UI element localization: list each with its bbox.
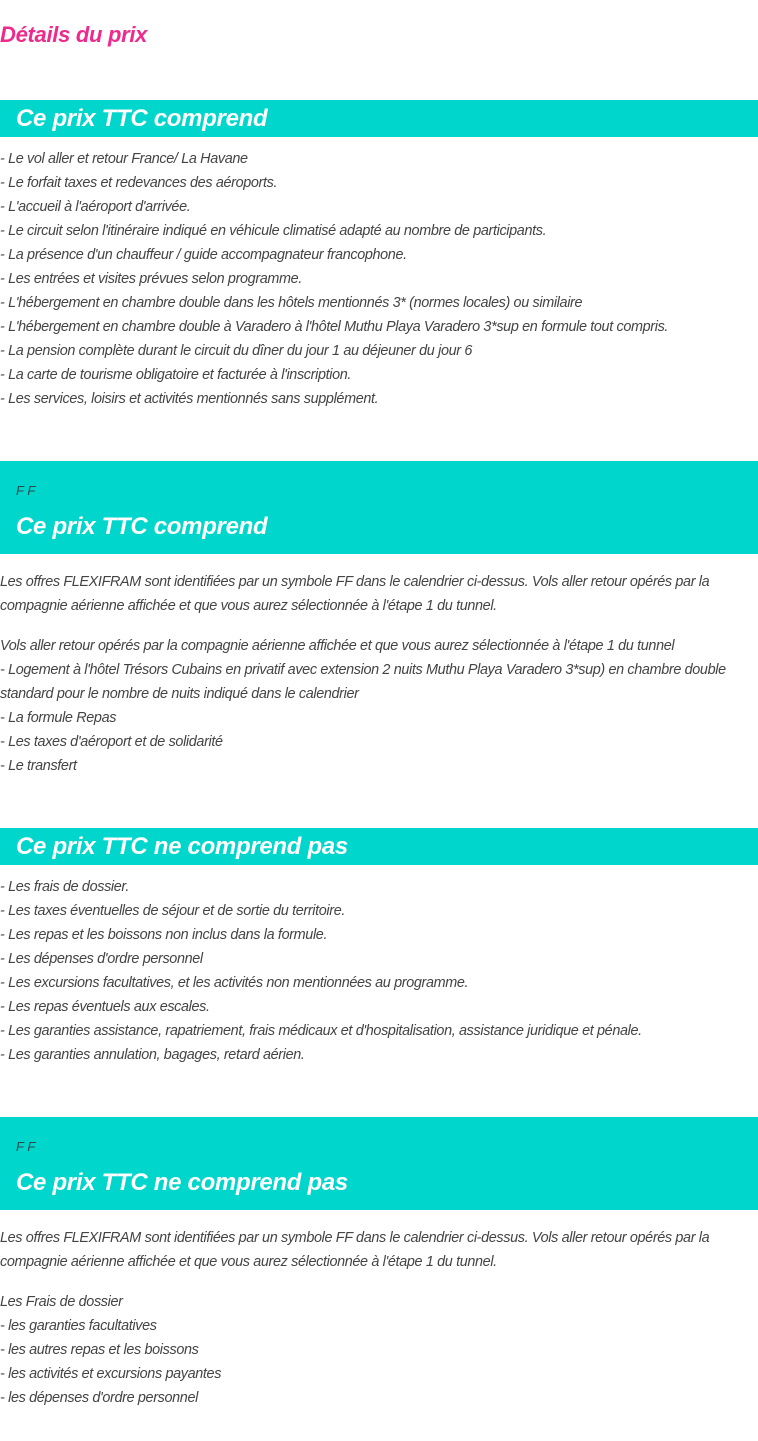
list-item: - Les repas et les boissons non inclus dans la formule. (0, 927, 328, 943)
list-item: - L'hébergement en chambre double dans les hôtels mentionnés 3* (normes locales) ou similaire (0, 295, 583, 311)
section-title: Ce prix TTC ne comprend pas (16, 1169, 348, 1196)
list-item: - les activités et excursions payantes (0, 1366, 222, 1382)
section-header-included-flexifram (0, 461, 758, 554)
list-item: - Les garanties assistance, rapatriement, frais médicaux et d'hospitalisation, assistance juridique et pénale. (0, 1023, 642, 1039)
not-included-flexifram-list (0, 1290, 758, 1410)
list-item: - Les services, loisirs et activités mentionnés sans supplément. (0, 391, 379, 407)
section-title: Ce prix TTC ne comprend pas (16, 833, 348, 860)
page-title: Détails du prix (0, 22, 148, 47)
list-item: - Logement à l'hôtel Trésors Cubains en privatif avec extension 2 nuits Muthu Playa Varadero 3*sup) en chambre double standard pour le nombre de nuits indiqué dans le calendrier (0, 662, 726, 702)
list-item: - La formule Repas (0, 710, 117, 726)
not-included-list (0, 875, 758, 1067)
list-item: - Les excursions facultatives, et les activités non mentionnées au programme. (0, 975, 469, 991)
included-list (0, 147, 758, 411)
list-item: Les Frais de dossier (0, 1294, 123, 1310)
section-header-included (0, 100, 758, 137)
list-item: - La présence d'un chauffeur / guide accompagnateur francophone. (0, 247, 407, 263)
ff-symbol: F F (16, 1139, 36, 1154)
flexifram-intro: Les offres FLEXIFRAM sont identifiées par un symbole FF dans le calendrier ci-dessus. Vols aller retour opérés par la compagnie aérienne affichée et que vous aurez sélectionnée à l'étape 1 du tunnel. (0, 574, 710, 614)
list-item: - Les dépenses d'ordre personnel (0, 951, 203, 967)
list-item: - La pension complète durant le circuit du dîner du jour 1 au déjeuner du jour 6 (0, 343, 472, 359)
list-item: - Les entrées et visites prévues selon programme. (0, 271, 302, 287)
section-header-not-included-flexifram (0, 1117, 758, 1210)
list-item: Vols aller retour opérés par la compagnie aérienne affichée et que vous aurez sélectionnée à l'étape 1 du tunnel (0, 638, 675, 654)
section-title: Ce prix TTC comprend (16, 513, 268, 540)
section-title: Ce prix TTC comprend (16, 105, 268, 132)
list-item: - Le vol aller et retour France/ La Havane (0, 151, 248, 167)
list-item: - les autres repas et les boissons (0, 1342, 199, 1358)
included-flexifram-list (0, 634, 758, 778)
list-item: - Les frais de dossier. (0, 879, 129, 895)
list-item: - Les repas éventuels aux escales. (0, 999, 210, 1015)
ff-symbol: F F (16, 483, 36, 498)
list-item: - Le forfait taxes et redevances des aéroports. (0, 175, 278, 191)
section-header-not-included (0, 828, 758, 865)
list-item: - Le circuit selon l'itinéraire indiqué en véhicule climatisé adapté au nombre de participants. (0, 223, 547, 239)
list-item: - les garanties facultatives (0, 1318, 157, 1334)
list-item: - La carte de tourisme obligatoire et facturée à l'inscription. (0, 367, 352, 383)
flexifram-intro: Les offres FLEXIFRAM sont identifiées par un symbole FF dans le calendrier ci-dessus. Vols aller retour opérés par la compagnie aérienne affichée et que vous aurez sélectionnée à l'étape 1 du tunnel. (0, 1230, 710, 1270)
list-item: - les dépenses d'ordre personnel (0, 1390, 198, 1406)
list-item: - L'hébergement en chambre double à Varadero à l'hôtel Muthu Playa Varadero 3*sup en formule tout compris. (0, 319, 669, 335)
list-item: - Le transfert (0, 758, 77, 774)
list-item: - Les taxes éventuelles de séjour et de sortie du territoire. (0, 903, 346, 919)
list-item: - Les garanties annulation, bagages, retard aérien. (0, 1047, 305, 1063)
list-item: - Les taxes d'aéroport et de solidarité (0, 734, 223, 750)
list-item: - L'accueil à l'aéroport d'arrivée. (0, 199, 191, 215)
